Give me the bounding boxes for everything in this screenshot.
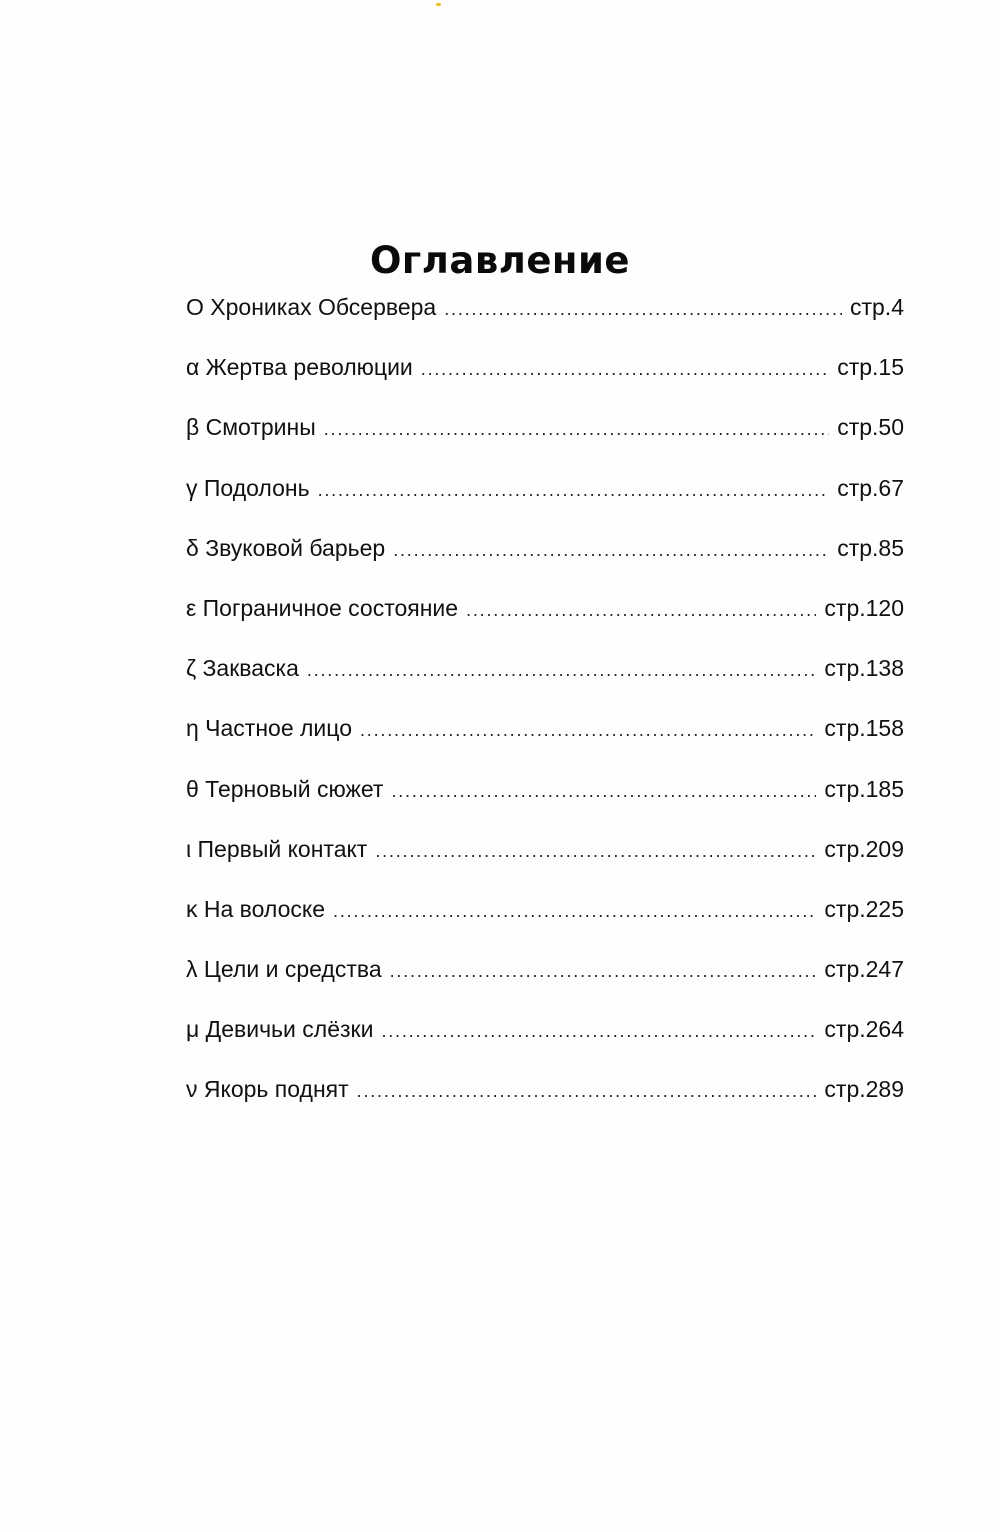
toc-entry-label: ν Якорь поднят (186, 1076, 349, 1103)
dot-leader (444, 299, 842, 320)
toc-entry (186, 956, 904, 1016)
dot-leader (307, 660, 817, 681)
toc-entry-label: γ Подолонь (186, 474, 310, 501)
toc-entry-page: стр.264 (824, 1016, 904, 1043)
toc-entry-page: стр.138 (824, 655, 904, 682)
dot-leader (466, 600, 816, 621)
toc-entry (186, 836, 904, 896)
dot-leader (393, 540, 829, 561)
toc-entry-page: стр.209 (824, 835, 904, 862)
dot-leader (421, 359, 829, 380)
toc-entry-page: стр.225 (824, 895, 904, 922)
toc-entry (186, 896, 904, 956)
toc-entry (186, 776, 904, 836)
dot-leader (357, 1081, 817, 1102)
toc-entry-page: стр.4 (849, 294, 904, 320)
dot-leader (318, 480, 830, 501)
toc-entry (186, 294, 904, 354)
dot-leader (375, 841, 816, 862)
toc-entry-label: δ Звуковой барьер (186, 534, 386, 561)
toc-entry (186, 595, 904, 655)
toc-entry (186, 655, 904, 715)
toc-entry-page: стр.247 (824, 956, 904, 983)
toc-entry-page: стр.85 (837, 534, 904, 561)
toc-entry-page: стр.289 (824, 1076, 904, 1103)
toc-entry (186, 715, 904, 775)
toc-entry-label: α Жертва революции (186, 354, 413, 381)
toc-entry-label: О Хрониках Обсервера (186, 294, 437, 320)
dot-leader (381, 1021, 816, 1042)
toc-entry-label: β Смотрины (186, 414, 316, 441)
toc-entry (186, 535, 904, 595)
toc-entry-label: μ Девичьи слёзки (186, 1016, 374, 1043)
toc-entry-page: стр.50 (837, 414, 904, 441)
toc-entry-label: ζ Закваска (186, 655, 299, 682)
table-of-contents (186, 294, 904, 1137)
toc-entry (186, 1076, 904, 1136)
dot-leader (390, 961, 817, 982)
toc-entry-page: стр.67 (837, 474, 904, 501)
toc-entry-page: стр.158 (824, 715, 904, 742)
dot-leader (333, 901, 816, 922)
toc-entry-label: ι Первый контакт (186, 835, 368, 862)
page-title: Оглавление (369, 238, 631, 282)
toc-entry-page: стр.185 (824, 775, 904, 802)
dot-leader (391, 781, 816, 802)
toc-entry-page: стр.15 (837, 354, 904, 381)
toc-entry-label: ε Пограничное состояние (186, 594, 459, 621)
toc-entry-label: θ Терновый сюжет (186, 775, 384, 802)
toc-entry (186, 1016, 904, 1076)
toc-entry-label: λ Цели и средства (186, 956, 382, 983)
toc-entry-page: стр.120 (824, 594, 904, 621)
toc-entry-label: κ На волоске (186, 895, 326, 922)
dot-leader (324, 419, 829, 440)
toc-entry (186, 354, 904, 414)
toc-entry (186, 475, 904, 535)
toc-entry (186, 414, 904, 474)
toc-entry-label: η Частное лицо (186, 715, 352, 742)
dot-leader (360, 720, 816, 741)
ink-speck (436, 3, 441, 6)
